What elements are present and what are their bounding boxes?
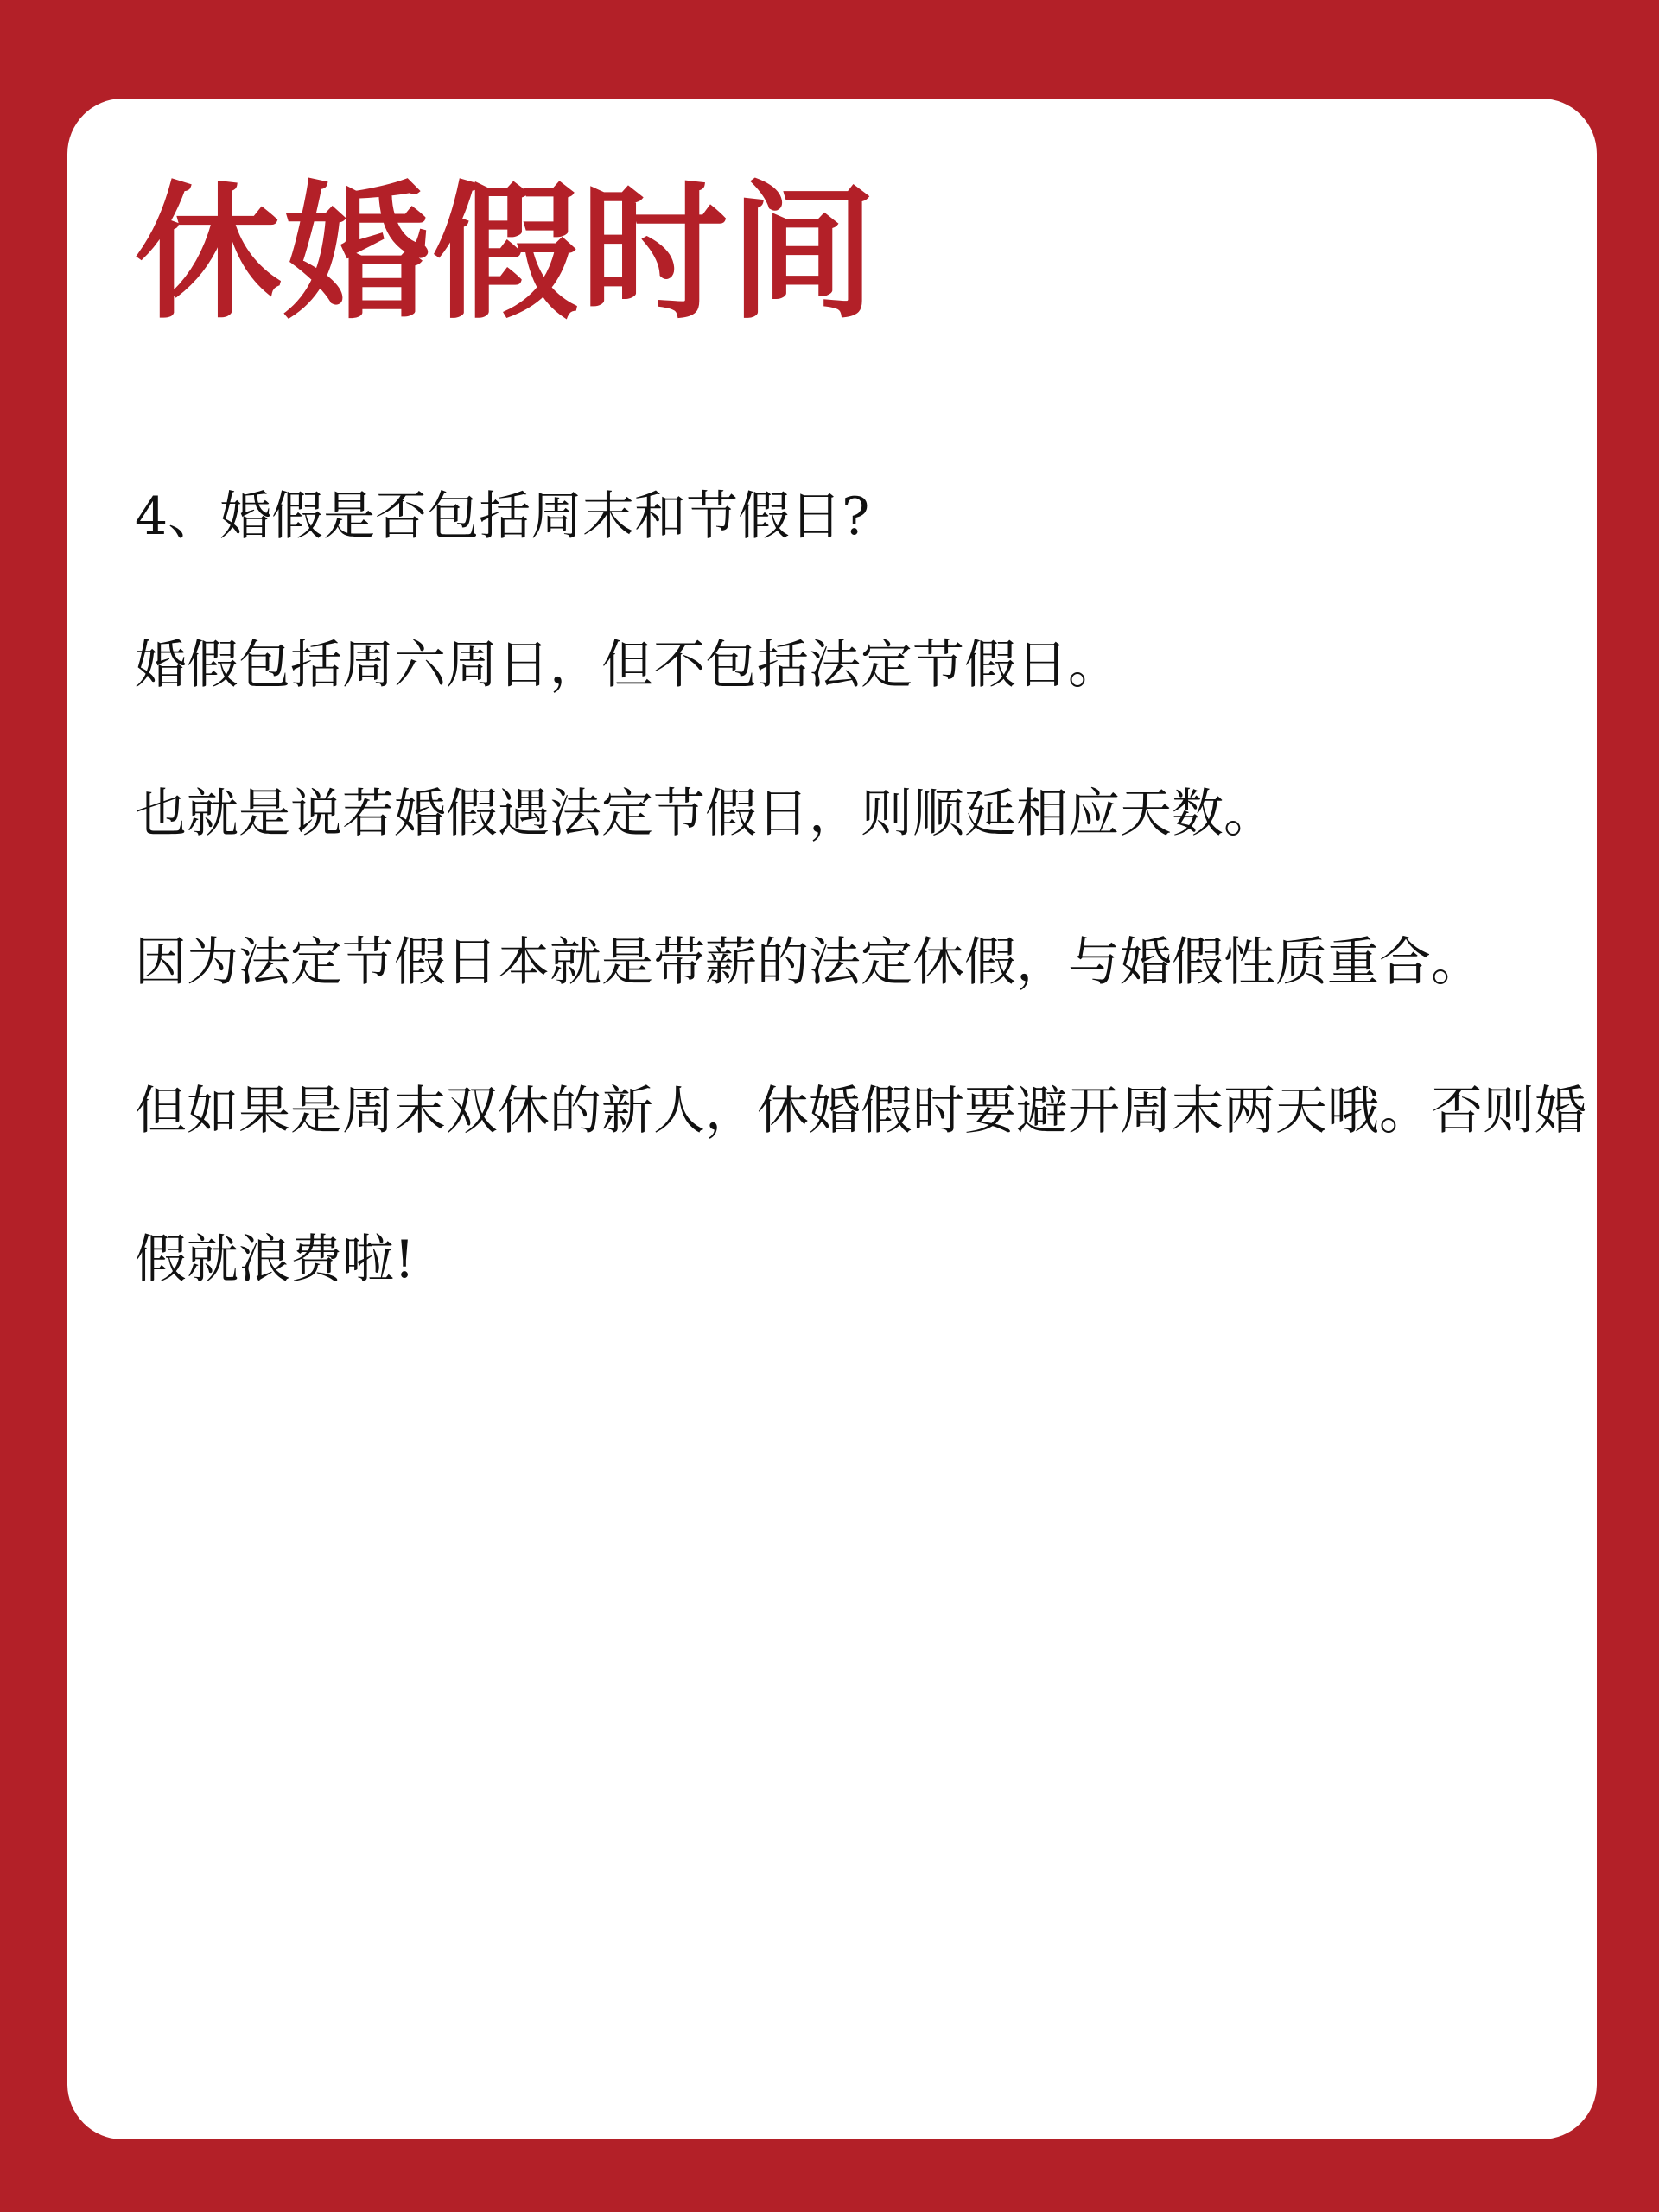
answer-paragraph: 但如果是周末双休的新人，休婚假时要避开周末两天哦。否则婚假就浪费啦!	[135, 1081, 1586, 1290]
answer-paragraph: 因为法定节假日本就是带薪的法定休假，与婚假性质重合。	[135, 932, 1483, 993]
page-title: 休婚假时间	[135, 168, 879, 340]
content-card	[67, 99, 1597, 2139]
answer-paragraph: 也就是说若婚假遇法定节假日，则顺延相应天数。	[135, 784, 1275, 844]
answer-paragraph: 婚假包括周六周日，但不包括法定节假日。	[135, 635, 1120, 696]
article-body	[135, 442, 1586, 1334]
question-heading: 4、婚假是否包括周末和节假日?	[135, 486, 870, 547]
